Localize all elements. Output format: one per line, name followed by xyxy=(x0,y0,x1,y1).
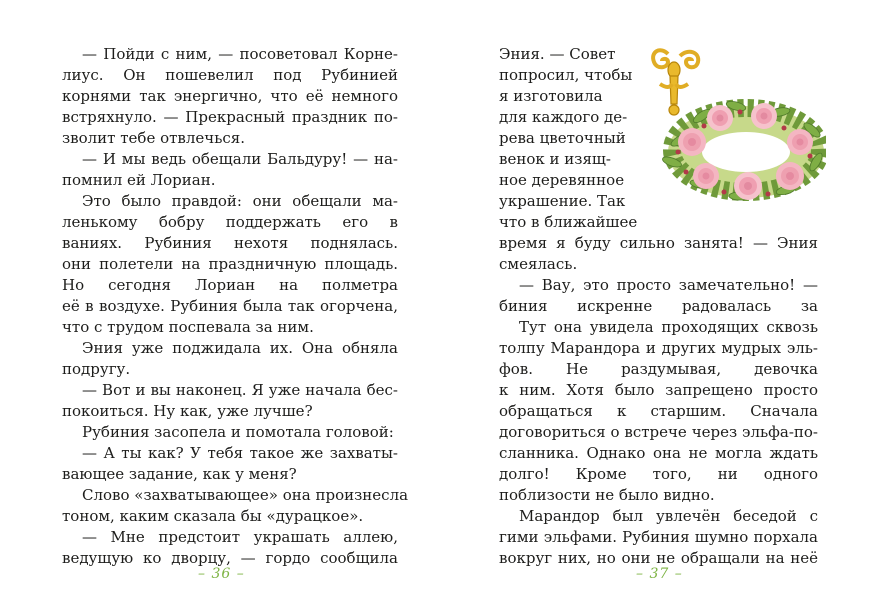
right-text-line: ное деревянное xyxy=(499,171,625,189)
right-text-line: Эния. — Совет xyxy=(499,45,616,63)
left-text-line: лиус. Он пошевелил под Рубинией xyxy=(62,66,398,84)
left-text-line: Рубиния засопела и помотала головой: xyxy=(82,423,394,441)
left-text-line: встряхнуло. — Прекрасный праздник по- xyxy=(62,108,398,126)
left-text-line: подругу. xyxy=(62,360,131,378)
page-number-left: – 36 – xyxy=(198,566,245,582)
right-text-line: долго! Кроме того, ни одного xyxy=(499,465,818,483)
right-text-line: — Вау, это просто замечательно! — xyxy=(519,276,818,294)
left-text-line: — Мне предстоит украшать аллею, xyxy=(82,528,398,546)
left-text-line: Но сегодня Лориан на полметра xyxy=(62,276,398,294)
left-text-line: — Пойди с ним, — посоветовал Корне- xyxy=(82,45,398,63)
right-text-line: биния искренне радовалась за xyxy=(499,297,818,315)
right-text-line: время я буду сильно занята! — Эния xyxy=(499,234,818,252)
left-text-line: что с трудом поспевала за ним. xyxy=(62,318,314,336)
left-text-line: ведущую ко дворцу, — гордо сообщила xyxy=(62,549,398,567)
right-text-line: сланника. Однако она не могла ждать xyxy=(499,444,818,462)
right-text-line: что в ближайшее xyxy=(499,213,638,231)
left-text-line: тоном, каким сказала бы «дурацкое». xyxy=(62,507,364,525)
golden-ornament xyxy=(653,50,698,115)
right-text-line: толпу Марандора и других мудрых эль- xyxy=(499,339,818,357)
left-text-line: Это было правдой: они обещали ма- xyxy=(82,192,398,210)
left-text-line: Эния уже поджидала их. Она обняла xyxy=(82,339,398,357)
right-text-line: для каждого де- xyxy=(499,108,628,126)
left-text-line: ленькому бобру поддержать его в xyxy=(62,213,398,231)
right-text-line: смеялась. xyxy=(499,255,578,273)
right-text-line: украшение. Так xyxy=(499,192,626,210)
page-number-right: – 37 – xyxy=(636,566,683,582)
left-text-line: помнил ей Лориан. xyxy=(62,171,216,189)
right-text-line: рева цветочный xyxy=(499,129,626,147)
left-text-line: — И мы ведь обещали Бальдуру! — на- xyxy=(82,150,398,168)
left-text-line: Слово «захватывающее» она произнесла xyxy=(82,486,409,504)
right-text-line: обращаться к старшим. Сначала xyxy=(499,402,818,420)
right-text-line: попросил, чтобы xyxy=(499,66,633,84)
right-text-line: фов. Не раздумывая, девочка xyxy=(499,360,818,378)
left-text-line: зволит тебе отвлечься. xyxy=(62,129,245,147)
right-text-line: поблизости не было видно. xyxy=(499,486,715,504)
left-text-line: её в воздухе. Рубиния была так огорчена, xyxy=(62,297,398,315)
left-text-line: корнями так энергично, что её немного xyxy=(62,87,398,105)
left-text-line: вающее задание, как у меня? xyxy=(62,465,297,483)
right-text-line: я изготовила xyxy=(499,87,603,105)
left-text-line: покоиться. Ну как, уже лучше? xyxy=(62,402,313,420)
left-text-line: ваниях. Рубиния нехотя поднялась. xyxy=(62,234,398,252)
left-text-line: — А ты как? У тебя такое же захваты- xyxy=(82,444,398,462)
left-text-line: они полетели на праздничную площадь. xyxy=(62,255,398,273)
right-text-line: Тут она увидела проходящих сквозь xyxy=(519,318,818,336)
right-text-line: гими эльфами. Рубиния шумно порхала xyxy=(499,528,818,546)
flower-wreath-icon xyxy=(640,44,826,219)
right-text-line: венок и изящ- xyxy=(499,150,611,168)
left-text-line: — Вот и вы наконец. Я уже начала бес- xyxy=(82,381,398,399)
right-text-line: Марандор был увлечён беседой с xyxy=(519,507,818,525)
right-text-line: к ним. Хотя было запрещено просто xyxy=(499,381,818,399)
right-text-line: вокруг них, но они не обращали на неё xyxy=(499,549,818,567)
right-text-line: договориться о встрече через эльфа-по- xyxy=(499,423,818,441)
